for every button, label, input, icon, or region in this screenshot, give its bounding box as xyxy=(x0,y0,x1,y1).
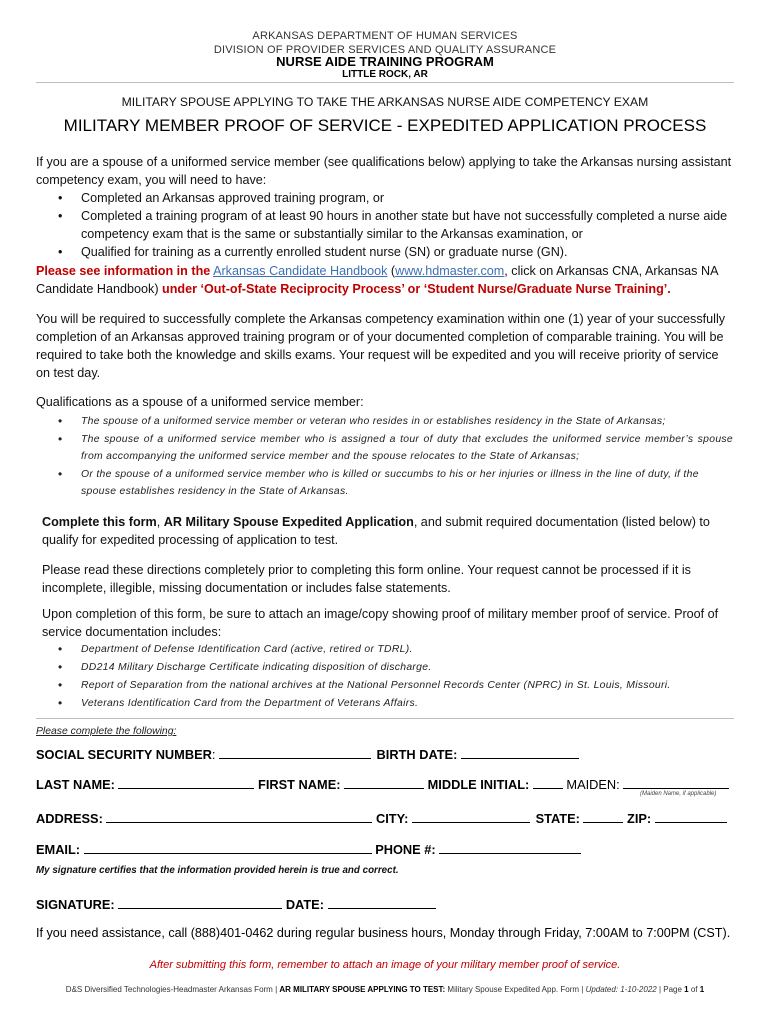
state-label: STATE: xyxy=(535,811,580,826)
header-program: NURSE AIDE TRAINING PROGRAM xyxy=(276,54,494,69)
maiden-label: MAIDEN: xyxy=(566,777,620,792)
bullet-dot: • xyxy=(58,696,63,710)
bullet-dot: • xyxy=(58,245,63,259)
middle-initial-label: MIDDLE INITIAL: xyxy=(427,777,530,792)
requirement-text: You will be required to successfully complete the Arkansas competency examination within one (1) year of your successfully completion of an Arkansas approved training program or of your documented completion of comparable training. You will be required to take both the knowledge and skills exams. Your request will be expedited and you will receive priority of service on test day. xyxy=(36,312,726,380)
birth-date-field[interactable] xyxy=(461,745,579,759)
form-instructions: Please complete the following: xyxy=(36,726,177,737)
reminder-text: After submitting this form, remember to attach an image of your military member proof of service. xyxy=(149,959,621,971)
page-title: MILITARY MEMBER PROOF OF SERVICE - EXPEDITED APPLICATION PROCESS xyxy=(63,116,707,135)
bullet-dot: • xyxy=(58,414,63,428)
ssn-field[interactable] xyxy=(219,745,371,759)
last-name-label: LAST NAME: xyxy=(36,777,115,792)
qualifications-heading: Qualifications as a spouse of a uniformed service member: xyxy=(36,395,364,409)
phone-label: PHONE #: xyxy=(375,842,436,857)
header-division: DIVISION OF PROVIDER SERVICES AND QUALITY ASSURANCE xyxy=(213,44,557,56)
zip-field[interactable] xyxy=(655,809,727,823)
email-label: EMAIL: xyxy=(36,842,81,857)
bullet-dot: • xyxy=(58,191,63,205)
form-row-signature xyxy=(36,895,436,912)
email-field[interactable] xyxy=(84,840,372,854)
certification-text: My signature certifies that the information provided herein is true and correct. xyxy=(36,865,399,876)
candidate-handbook-link[interactable]: Arkansas Candidate Handbook xyxy=(213,264,388,278)
intro-text: If you are a spouse of a uniformed service member (see qualifications below) applying to take the Arkansas nursing assistant competency exam, you will need to have: xyxy=(36,155,732,187)
page-total: 1 xyxy=(699,985,705,994)
bullet-dot: • xyxy=(58,209,63,223)
bullet-dot: • xyxy=(58,678,63,692)
header-dept: ARKANSAS DEPARTMENT OF HUMAN SERVICES xyxy=(252,30,518,42)
first-name-field[interactable] xyxy=(344,775,424,789)
form-row-ssn: SOCIAL SECURITY NUMBER: BIRTH DATE: xyxy=(36,745,579,762)
form-row-contact xyxy=(36,840,581,857)
city-field[interactable] xyxy=(412,809,530,823)
signature-field[interactable] xyxy=(118,895,282,909)
first-name-label: FIRST NAME: xyxy=(258,777,341,792)
handbook-notice: Please see information in the Arkansas Candidate Handbook (www.hdmaster.com, click on Arkansas CNA, Arkansas NA Candidate Handbook) under ‘Out-of-State Reciprocity Process’ or ‘Student Nurse/Graduate Nurse Training’. xyxy=(36,264,718,296)
bullet-dot: • xyxy=(58,660,63,674)
hdmaster-link[interactable]: www.hdmaster.com xyxy=(395,264,505,278)
last-name-field[interactable] xyxy=(118,775,254,789)
assistance-text: If you need assistance, call (888)401-0462 during regular business hours, Monday through Friday, 7:00AM to 7:00PM (CST). xyxy=(36,926,731,940)
date-label: DATE: xyxy=(285,897,324,912)
form-row-address xyxy=(36,809,727,826)
page-number: 1 xyxy=(684,985,689,994)
middle-initial-field[interactable] xyxy=(533,775,563,789)
ssn-label: SOCIAL SECURITY NUMBER xyxy=(36,747,212,762)
complete-form-instructions: Complete this form, AR Military Spouse Expedited Application, and submit required documentation (listed below) to qualify for expedited processing of application to test. xyxy=(42,515,710,547)
bullet-dot: • xyxy=(58,467,63,481)
birth-date-label: BIRTH DATE: xyxy=(376,747,458,762)
header-divider xyxy=(36,82,734,83)
form-row-name xyxy=(36,775,729,792)
phone-field[interactable] xyxy=(439,840,581,854)
bullet-dot: • xyxy=(58,642,63,656)
bullet-dot: • xyxy=(58,432,63,446)
signature-label: SIGNATURE: xyxy=(36,897,115,912)
zip-label: ZIP: xyxy=(627,811,652,826)
date-field[interactable] xyxy=(328,895,436,909)
header-city: LITTLE ROCK, AR xyxy=(342,69,428,80)
city-label: CITY: xyxy=(375,811,409,826)
footer: D&S Diversified Technologies-Headmaster Arkansas Form | AR MILITARY SPOUSE APPLYING TO TEST: Military Spouse Expedited App. Form | Updated: 1-10-2022 | Page 1 of 1 xyxy=(65,985,705,994)
maiden-hint: (Maiden Name, if applicable) xyxy=(640,791,717,797)
subtitle: MILITARY SPOUSE APPLYING TO TAKE THE ARKANSAS NURSE AIDE COMPETENCY EXAM xyxy=(121,95,649,109)
address-field[interactable] xyxy=(106,809,372,823)
read-directions: Please read these directions completely prior to completing this form online. Your request cannot be processed if it is incomplete, illegible, missing documentation or includes false statements. xyxy=(42,563,691,595)
state-field[interactable] xyxy=(583,809,623,823)
documentation-text: Upon completion of this form, be sure to attach an image/copy showing proof of military member proof of service. Proof of service documentation includes: xyxy=(42,607,719,639)
form-divider xyxy=(36,718,734,719)
maiden-field[interactable] xyxy=(623,775,729,789)
address-label: ADDRESS: xyxy=(36,811,103,826)
